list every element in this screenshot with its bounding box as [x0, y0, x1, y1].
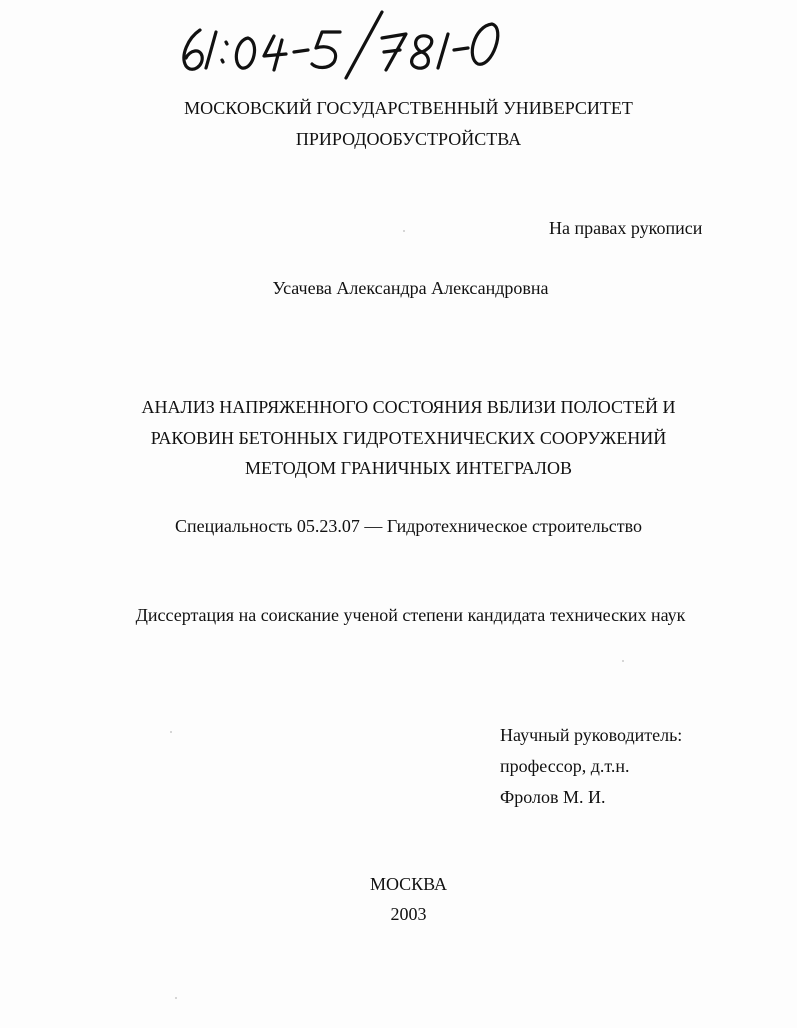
dissertation-title-line-1: АНАЛИЗ НАПРЯЖЕННОГО СОСТОЯНИЯ ВБЛИЗИ ПОЛОСТЕЙ И — [141, 397, 676, 417]
scan-speck — [170, 731, 172, 733]
supervisor-title: профессор, д.т.н. — [500, 756, 630, 776]
supervisor-name: Фролов М. И. — [500, 787, 606, 807]
scan-speck — [622, 660, 624, 662]
handwriting-drawing — [170, 8, 515, 80]
university-name-line-1: МОСКОВСКИЙ ГОСУДАРСТВЕННЫЙ УНИВЕРСИТЕТ — [184, 98, 633, 118]
dissertation-title-line-3: МЕТОДОМ ГРАНИЧНЫХ ИНТЕГРАЛОВ — [245, 458, 572, 478]
supervisor-label: Научный руководитель: — [500, 725, 683, 745]
handwritten-archive-code — [170, 8, 515, 80]
city: МОСКВА — [369, 874, 448, 894]
university-name-line-2: ПРИРОДООБУСТРОЙСТВА — [295, 129, 522, 149]
specialty: Специальность 05.23.07 — Гидротехническое строительство — [174, 516, 643, 536]
dissertation-title-line-2: РАКОВИН БЕТОННЫХ ГИДРОТЕХНИЧЕСКИХ СООРУЖЕНИЙ — [150, 428, 667, 448]
scan-speck — [175, 997, 177, 999]
rights-note: На правах рукописи — [549, 218, 703, 238]
year: 2003 — [390, 904, 427, 924]
author-name: Усачева Александра Александровна — [272, 278, 549, 298]
dissertation-note: Диссертация на соискание ученой степени кандидата технических наук — [135, 605, 686, 625]
scan-speck — [403, 230, 405, 232]
